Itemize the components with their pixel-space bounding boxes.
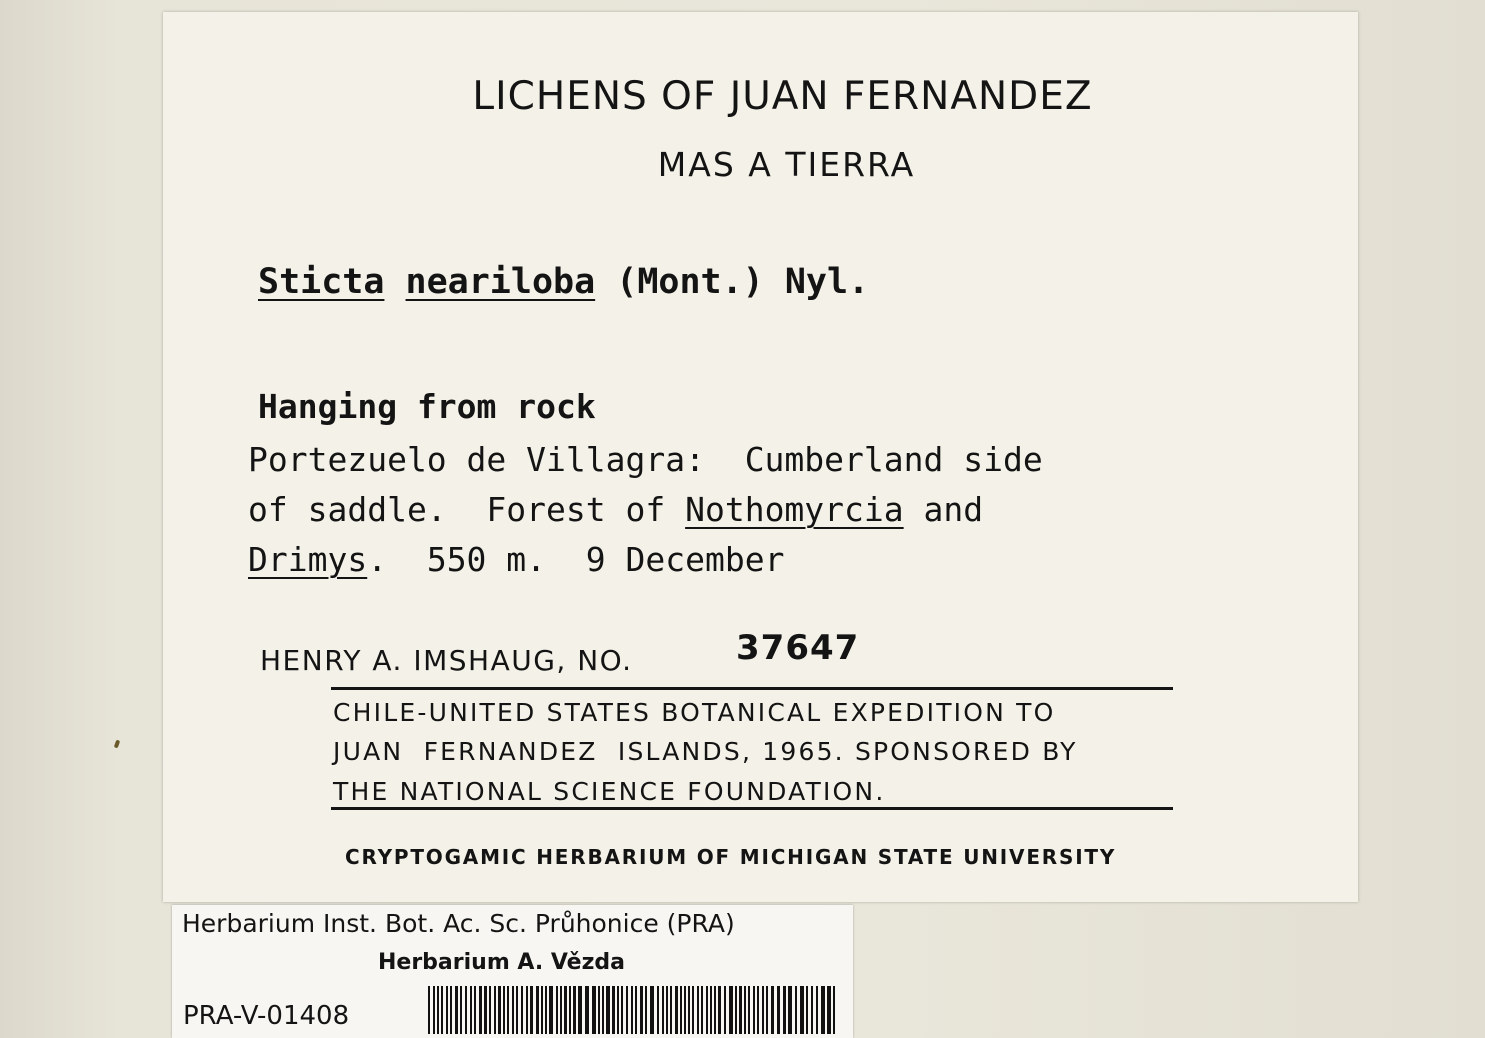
taxon-genus: Sticta bbox=[258, 262, 385, 302]
locality-text: and bbox=[903, 490, 984, 529]
taxon-name bbox=[258, 262, 869, 302]
locality-line-1: Portezuelo de Villagra: Cumberland side bbox=[248, 440, 1043, 479]
locality-genus-nothomyrcia: Nothomyrcia bbox=[685, 490, 904, 529]
taxon-epithet: neariloba bbox=[405, 262, 596, 302]
locality-line-3 bbox=[248, 540, 784, 579]
locality-line-2 bbox=[248, 490, 983, 529]
label-subtitle: MAS A TIERRA bbox=[657, 145, 916, 184]
specimen-id: PRA-V-01408 bbox=[183, 1001, 350, 1031]
locality-genus-drimys: Drimys bbox=[248, 540, 368, 579]
divider-bottom bbox=[331, 807, 1173, 810]
specimen-label bbox=[163, 12, 1358, 902]
divider-top bbox=[331, 687, 1173, 690]
label-title: LICHENS OF JUAN FERNANDEZ bbox=[472, 74, 1093, 119]
sponsor-line-1: CHILE-UNITED STATES BOTANICAL EXPEDITION TO bbox=[333, 698, 1056, 727]
collector-name: HENRY A. IMSHAUG, NO. bbox=[260, 644, 633, 677]
sponsor-line-3: THE NATIONAL SCIENCE FOUNDATION. bbox=[333, 777, 886, 806]
herbarium-ownership-label bbox=[172, 905, 853, 1038]
herbarium-collection: Herbarium A. Vězda bbox=[378, 950, 626, 975]
taxon-authority: (Mont.) Nyl. bbox=[616, 262, 870, 302]
locality-text: of saddle. Forest of bbox=[248, 490, 686, 529]
herbarium-institute: Herbarium Inst. Bot. Ac. Sc. Průhonice (PRA) bbox=[182, 909, 735, 938]
institution-name: CRYPTOGAMIC HERBARIUM OF MICHIGAN STATE UNIVERSITY bbox=[345, 845, 1117, 869]
habitat-text: Hanging from rock bbox=[258, 387, 596, 426]
collection-number: 37647 bbox=[736, 628, 860, 668]
barcode-image bbox=[428, 986, 838, 1034]
locality-text: . 550 m. 9 December bbox=[367, 540, 785, 579]
sponsor-line-2: JUAN FERNANDEZ ISLANDS, 1965. SPONSORED BY bbox=[333, 737, 1078, 766]
